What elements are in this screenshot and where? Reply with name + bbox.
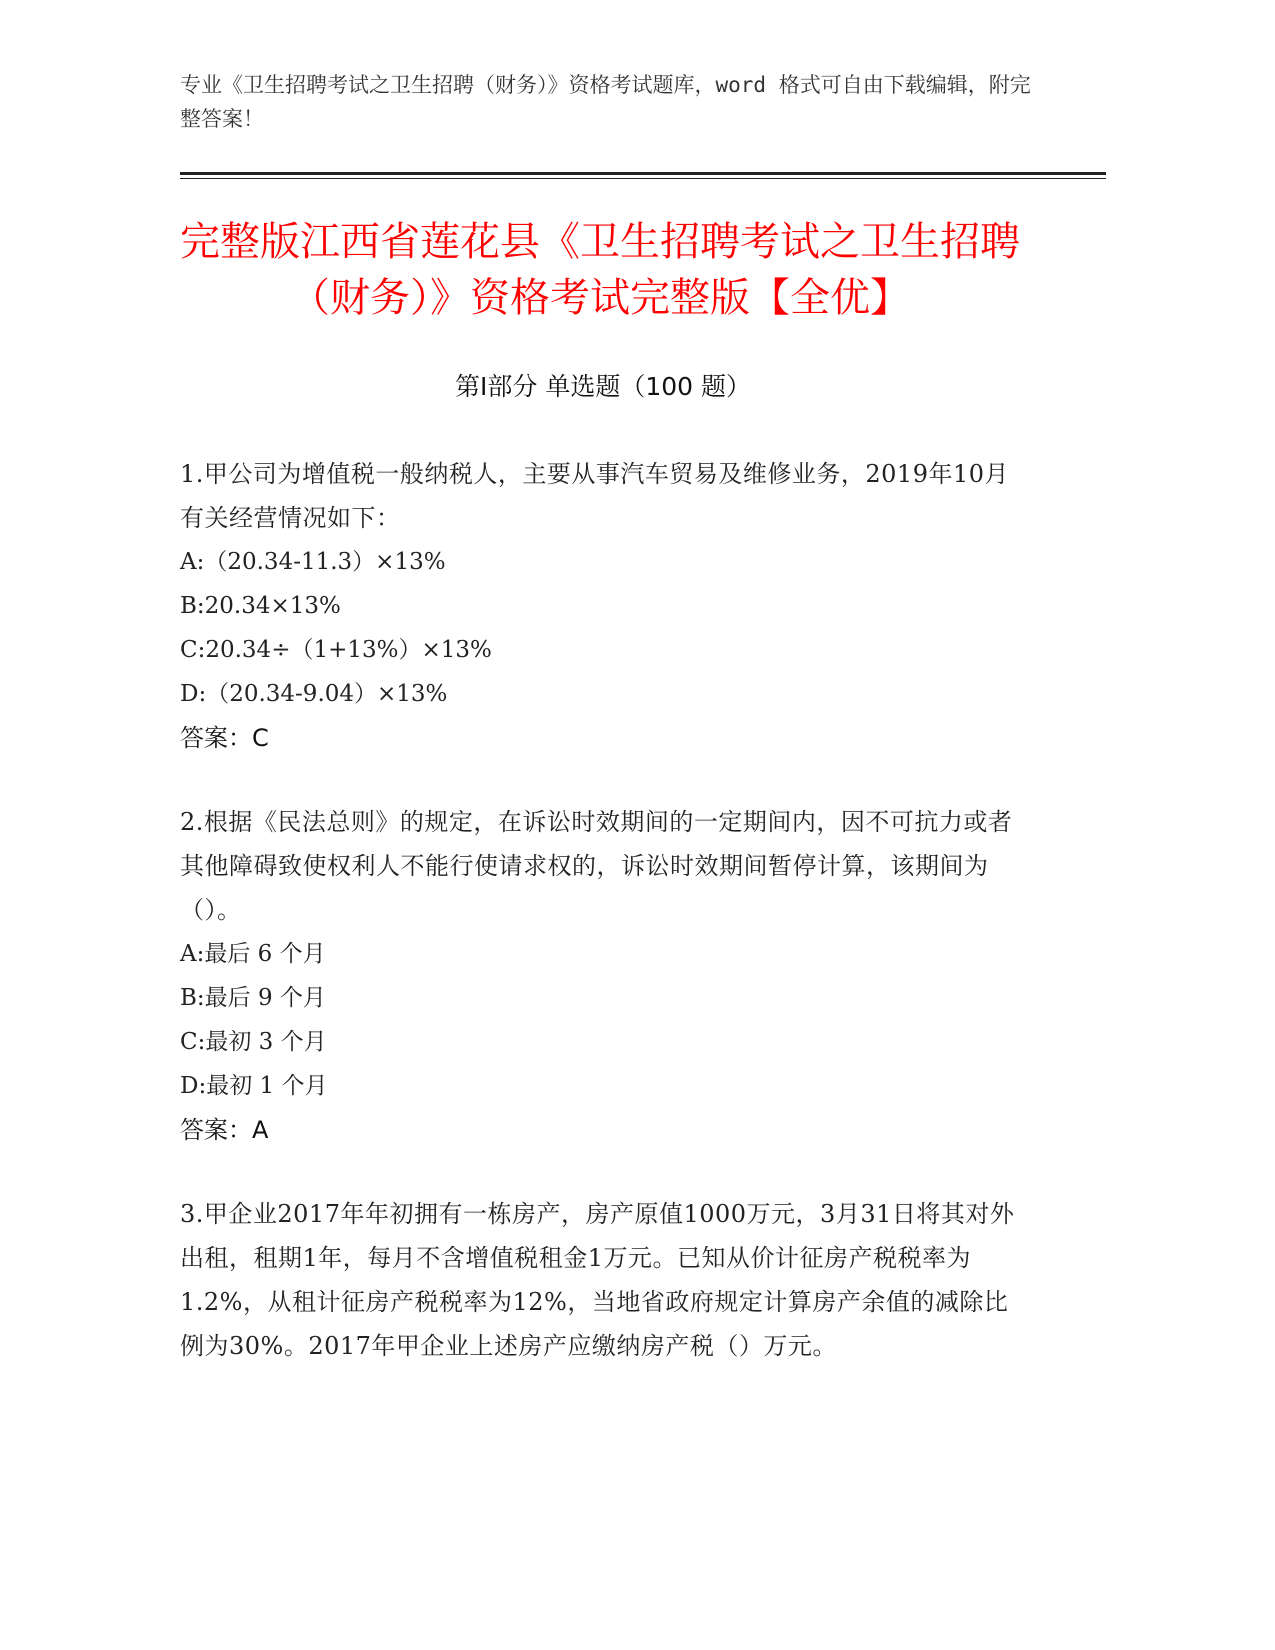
question-stem: 3.甲企业2017年年初拥有一栋房产，房产原值1000万元，3月31日将其对外出租，租期1年，每月不含增值税租金1万元。已知从价计征房产税税率为1.2%，从租计征房产税税率为12%，当地省政府规定计算房产余值的减除比例为30%。2017年甲企业上述房产应缴纳房产税（）万元。 <box>180 1200 1015 1360</box>
header-divider-thick <box>180 172 1106 175</box>
option-a: A:（20.34-11.3）×13% <box>180 549 446 575</box>
option-c: C:20.34÷（1+13%）×13% <box>180 637 492 663</box>
question-stem: 2.根据《民法总则》的规定，在诉讼时效期间的一定期间内，因不可抗力或者其他障碍致使权利人不能行使请求权的，诉讼时效期间暂停计算，该期间为（）。 <box>180 808 1013 924</box>
option-b: B:20.34×13% <box>180 593 341 619</box>
option-b: B:最后 9 个月 <box>180 985 326 1011</box>
option-d: D:最初 1 个月 <box>180 1073 328 1099</box>
document-title: 完整版江西省莲花县《卫生招聘考试之卫生招聘（财务）》资格考试完整版【全优】 <box>180 219 1020 321</box>
question-1 <box>180 452 1020 760</box>
option-a: A:最后 6 个月 <box>180 941 326 967</box>
section-title: 第Ⅰ部分 单选题（100 题） <box>455 372 751 401</box>
header-divider-thin <box>180 178 1106 179</box>
header-note: 专业《卫生招聘考试之卫生招聘（财务）》资格考试题库，word 格式可自由下载编辑，附完整答案！ <box>180 73 1031 131</box>
option-d: D:（20.34-9.04）×13% <box>180 681 448 707</box>
question-2 <box>180 800 1020 1152</box>
answer-line: 答案：C <box>180 724 269 752</box>
question-3 <box>180 1192 1020 1368</box>
question-stem: 1.甲公司为增值税一般纳税人，主要从事汽车贸易及维修业务，2019年10月有关经营情况如下： <box>180 460 1010 532</box>
option-c: C:最初 3 个月 <box>180 1029 327 1055</box>
answer-line: 答案：A <box>180 1116 269 1144</box>
question-list <box>180 452 1020 1408</box>
document-page <box>180 0 1106 1650</box>
